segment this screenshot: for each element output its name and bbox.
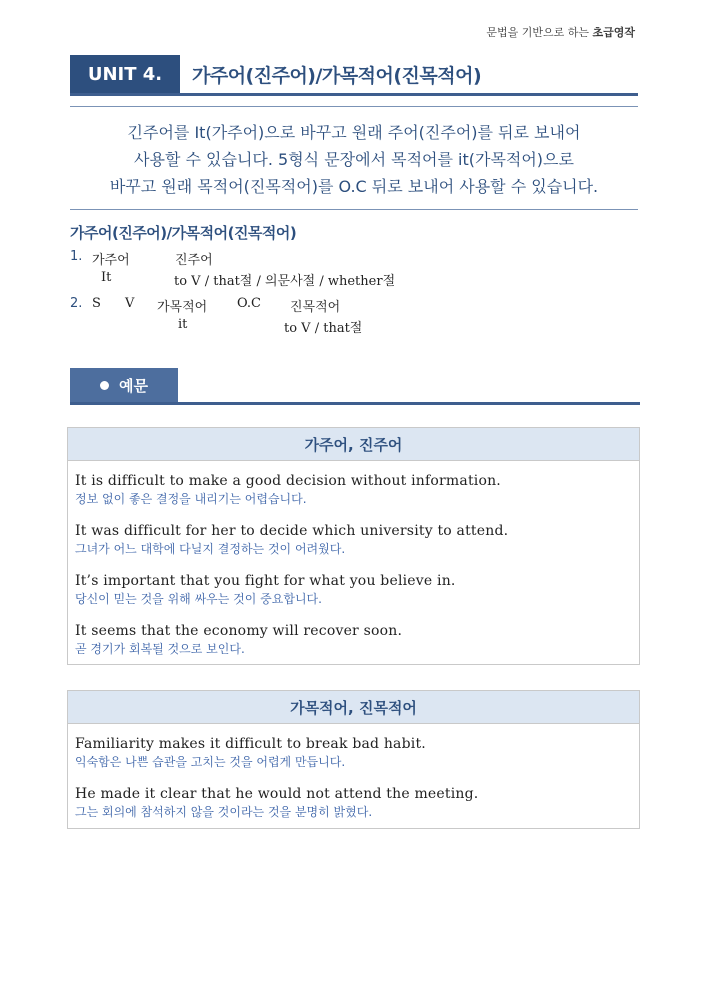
pattern-number: 1. [70, 249, 83, 264]
unit-badge: UNIT 4. [70, 55, 180, 93]
examples-heading [70, 368, 640, 405]
examples-label: 예문 [119, 376, 148, 395]
page-header [486, 24, 635, 40]
pattern-label: 가목적어 [157, 300, 208, 315]
pattern-term: It [101, 270, 112, 285]
example-item [68, 522, 639, 558]
box-title: 가주어, 진주어 [68, 428, 639, 461]
example-korean: 그는 회의에 참석하지 않을 것이라는 것을 분명히 밝혔다. [75, 805, 373, 819]
unit-heading [70, 55, 638, 96]
examples-badge [70, 368, 178, 402]
example-english: Familiarity makes it difficult to break bad habit. [75, 736, 426, 752]
pattern-2 [70, 296, 630, 336]
example-english: It seems that the economy will recover soon. [75, 623, 403, 639]
header-prefix: 문법을 기반으로 하는 [486, 26, 589, 39]
example-english: It’s important that you fight for what you believe in. [75, 573, 456, 589]
section-title: 가주어(진주어)/가목적어(진목적어) [70, 224, 297, 242]
intro-line: 긴주어를 It(가주어)으로 바꾸고 원래 주어(진주어)를 뒤로 보내어 [127, 123, 581, 142]
pattern-label: 가주어 [92, 253, 130, 268]
intro-line: 사용할 수 있습니다. 5형식 문장에서 목적어를 it(가목적어)으로 [134, 150, 574, 169]
pattern-term: to V / that절 / 의문사절 / whether절 [174, 274, 396, 289]
example-item [68, 572, 639, 608]
example-korean: 당신이 믿는 것을 위해 싸우는 것이 중요합니다. [75, 592, 322, 606]
pattern-label: O.C [237, 296, 261, 311]
example-english: He made it clear that he would not attend the meeting. [75, 786, 479, 802]
example-korean: 곧 경기가 회복될 것으로 보인다. [75, 642, 245, 656]
example-box-subject [67, 427, 640, 665]
pattern-term: to V / that절 [284, 321, 363, 336]
example-item [68, 472, 639, 508]
example-item [68, 622, 639, 658]
intro-line: 바꾸고 원래 목적어(진목적어)를 O.C 뒤로 보내어 사용할 수 있습니다. [109, 177, 599, 196]
example-item [68, 785, 639, 821]
example-korean: 정보 없이 좋은 결정을 내리기는 어렵습니다. [75, 492, 307, 506]
bullet-icon [100, 381, 109, 390]
intro-text [70, 106, 638, 210]
pattern-1 [70, 249, 630, 289]
example-item [68, 735, 639, 771]
pattern-label: 진주어 [175, 253, 213, 268]
pattern-term: it [178, 317, 188, 332]
example-english: It is difficult to make a good decision without information. [75, 473, 501, 489]
example-english: It was difficult for her to decide which university to attend. [75, 523, 509, 539]
box-title: 가목적어, 진목적어 [68, 691, 639, 724]
example-korean: 그녀가 어느 대학에 다닐지 결정하는 것이 어려웠다. [75, 542, 346, 556]
pattern-label: 진목적어 [290, 300, 341, 315]
pattern-number: 2. [70, 296, 83, 311]
unit-title: 가주어(진주어)/가목적어(진목적어) [192, 64, 482, 87]
example-box-object [67, 690, 640, 829]
pattern-label: S [92, 296, 101, 311]
example-korean: 익숙함은 나쁜 습관을 고치는 것을 어렵게 만듭니다. [75, 755, 346, 769]
header-title: 초급영작 [592, 26, 635, 39]
pattern-label: V [125, 296, 135, 311]
